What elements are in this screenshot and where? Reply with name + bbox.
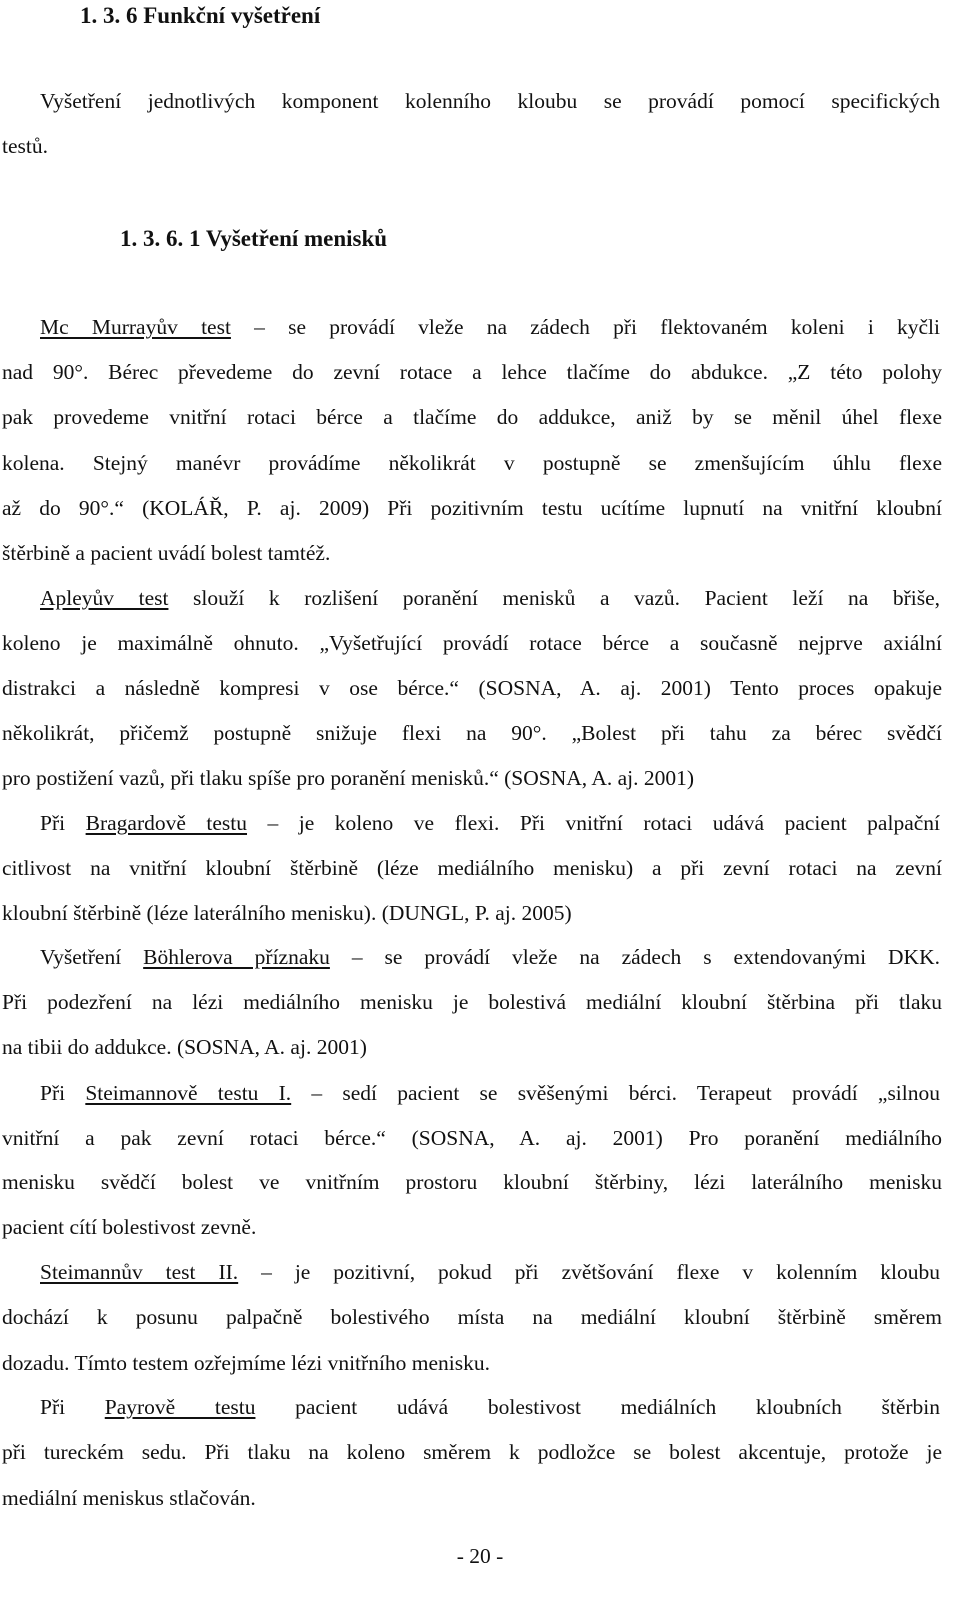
- steimann2-line-3: dozadu. Tímto testem ozřejmíme lézi vnitřního menisku.: [2, 1351, 491, 1375]
- bragard-line-1-text: – je koleno ve flexi. Při vnitřní rotaci udává pacient palpační: [247, 811, 941, 835]
- steimann2-line-2: dochází k posunu palpačně bolestivého místa na mediální kloubní štěrbině směrem: [2, 1305, 942, 1329]
- steimann2-test-term: Steimannův test II.: [40, 1260, 239, 1284]
- intro-line-1: Vyšetření jednotlivých komponent kolenního kloubu se provádí pomocí specifických: [40, 89, 940, 113]
- bragard-line-1-prefix: Při: [40, 811, 86, 835]
- steimann1-line-2: vnitřní a pak zevní rotaci bérce.“ (SOSNA, A. aj. 2001) Pro poranění mediálního: [2, 1126, 942, 1150]
- bohler-line-2: Při podezření na lézi mediálního menisku je bolestivá mediální kloubní štěrbina při tlaku: [2, 990, 942, 1014]
- apley-line-4: několikrát, přičemž postupně snižuje flexi na 90°. „Bolest při tahu za bérec svědčí: [2, 721, 942, 745]
- apley-test-term: Apleyův test: [40, 586, 169, 610]
- apley-line-1: [40, 584, 940, 612]
- apley-line-5: pro postižení vazů, při tlaku spíše pro poranění menisků.“ (SOSNA, A. aj. 2001): [2, 766, 695, 790]
- steimann1-test-term: Steimannově testu I.: [85, 1081, 292, 1105]
- mcmurray-line-6: štěrbině a pacient uvádí bolest tamtéž.: [2, 541, 331, 565]
- steimann1-line-1: [40, 1079, 940, 1107]
- apley-line-2: koleno je maximálně ohnuto. „Vyšetřující provádí rotace bérce a současně nejprve axiální: [2, 631, 942, 655]
- bragard-line-1: [40, 809, 940, 837]
- apley-line-3: distrakci a následně kompresi v ose bérce.“ (SOSNA, A. aj. 2001) Tento proces opakuje: [2, 676, 942, 700]
- mcmurray-line-3: pak provedeme vnitřní rotaci bérce a tlačíme do addukce, aniž by se měnil úhel flexe: [2, 405, 942, 429]
- bohler-line-1: [40, 943, 940, 971]
- bragard-line-2: citlivost na vnitřní kloubní štěrbině (léze mediálního menisku) a při zevní rotaci na zevní: [2, 856, 942, 880]
- steimann1-line-4: pacient cítí bolestivost zevně.: [2, 1215, 257, 1239]
- bohler-line-3: na tibii do addukce. (SOSNA, A. aj. 2001): [2, 1035, 367, 1059]
- apley-line-1-text: slouží k rozlišení poranění menisků a vazů. Pacient leží na břiše,: [168, 586, 940, 610]
- steimann1-line-3: menisku svědčí bolest ve vnitřním prostoru kloubní štěrbiny, lézi laterálního menisku: [2, 1170, 942, 1194]
- mcmurray-line-5: až do 90°.“ (KOLÁŘ, P. aj. 2009) Při pozitivním testu ucítíme lupnutí na vnitřní kloubní: [2, 496, 942, 520]
- payr-test-term: Payrově testu: [104, 1395, 256, 1419]
- payr-line-2: při tureckém sedu. Při tlaku na koleno směrem k podložce se bolest akcentuje, protože je: [2, 1440, 942, 1464]
- mcmurray-line-4: kolena. Stejný manévr provádíme několikrát v postupně se zmenšujícím úhlu flexe: [2, 451, 942, 475]
- steimann2-line-1: [40, 1258, 940, 1286]
- bragard-test-term: Bragardově testu: [85, 811, 248, 835]
- subsection-heading: 1. 3. 6. 1 Vyšetření menisků: [120, 226, 388, 251]
- bohler-line-1-prefix: Vyšetření: [40, 945, 144, 969]
- page-number: - 20 -: [456, 1544, 504, 1568]
- steimann1-line-1-text: – sedí pacient se svěšenými bérci. Terapeut provádí „silnou: [291, 1081, 941, 1105]
- steimann2-line-1-text: – je pozitivní, pokud při zvětšování flexe v kolenním kloubu: [238, 1260, 940, 1284]
- payr-line-1: [40, 1393, 940, 1421]
- mcmurray-line-1-text: – se provádí vleže na zádech při flektovaném koleni i kyčli: [230, 315, 940, 339]
- mcmurray-test-term: Mc Murrayův test: [40, 315, 231, 339]
- bohler-line-1-text: – se provádí vleže na zádech s extendovanými DKK.: [329, 945, 940, 969]
- bohler-sign-term: Böhlerova příznaku: [143, 945, 330, 969]
- bragard-line-3: kloubní štěrbině (léze laterálního menisku). (DUNGL, P. aj. 2005): [2, 901, 572, 925]
- payr-line-1-prefix: Při: [40, 1395, 105, 1419]
- mcmurray-line-2: nad 90°. Bérec převedeme do zevní rotace a lehce tlačíme do abdukce. „Z této polohy: [2, 360, 942, 384]
- steimann1-line-1-prefix: Při: [40, 1081, 86, 1105]
- mcmurray-line-1: [40, 313, 940, 341]
- payr-line-1-text: pacient udává bolestivost mediálních kloubních štěrbin: [255, 1395, 941, 1419]
- payr-line-3: mediální meniskus stlačován.: [2, 1486, 256, 1510]
- section-heading: 1. 3. 6 Funkční vyšetření: [80, 3, 321, 28]
- intro-line-2: testů.: [2, 134, 48, 158]
